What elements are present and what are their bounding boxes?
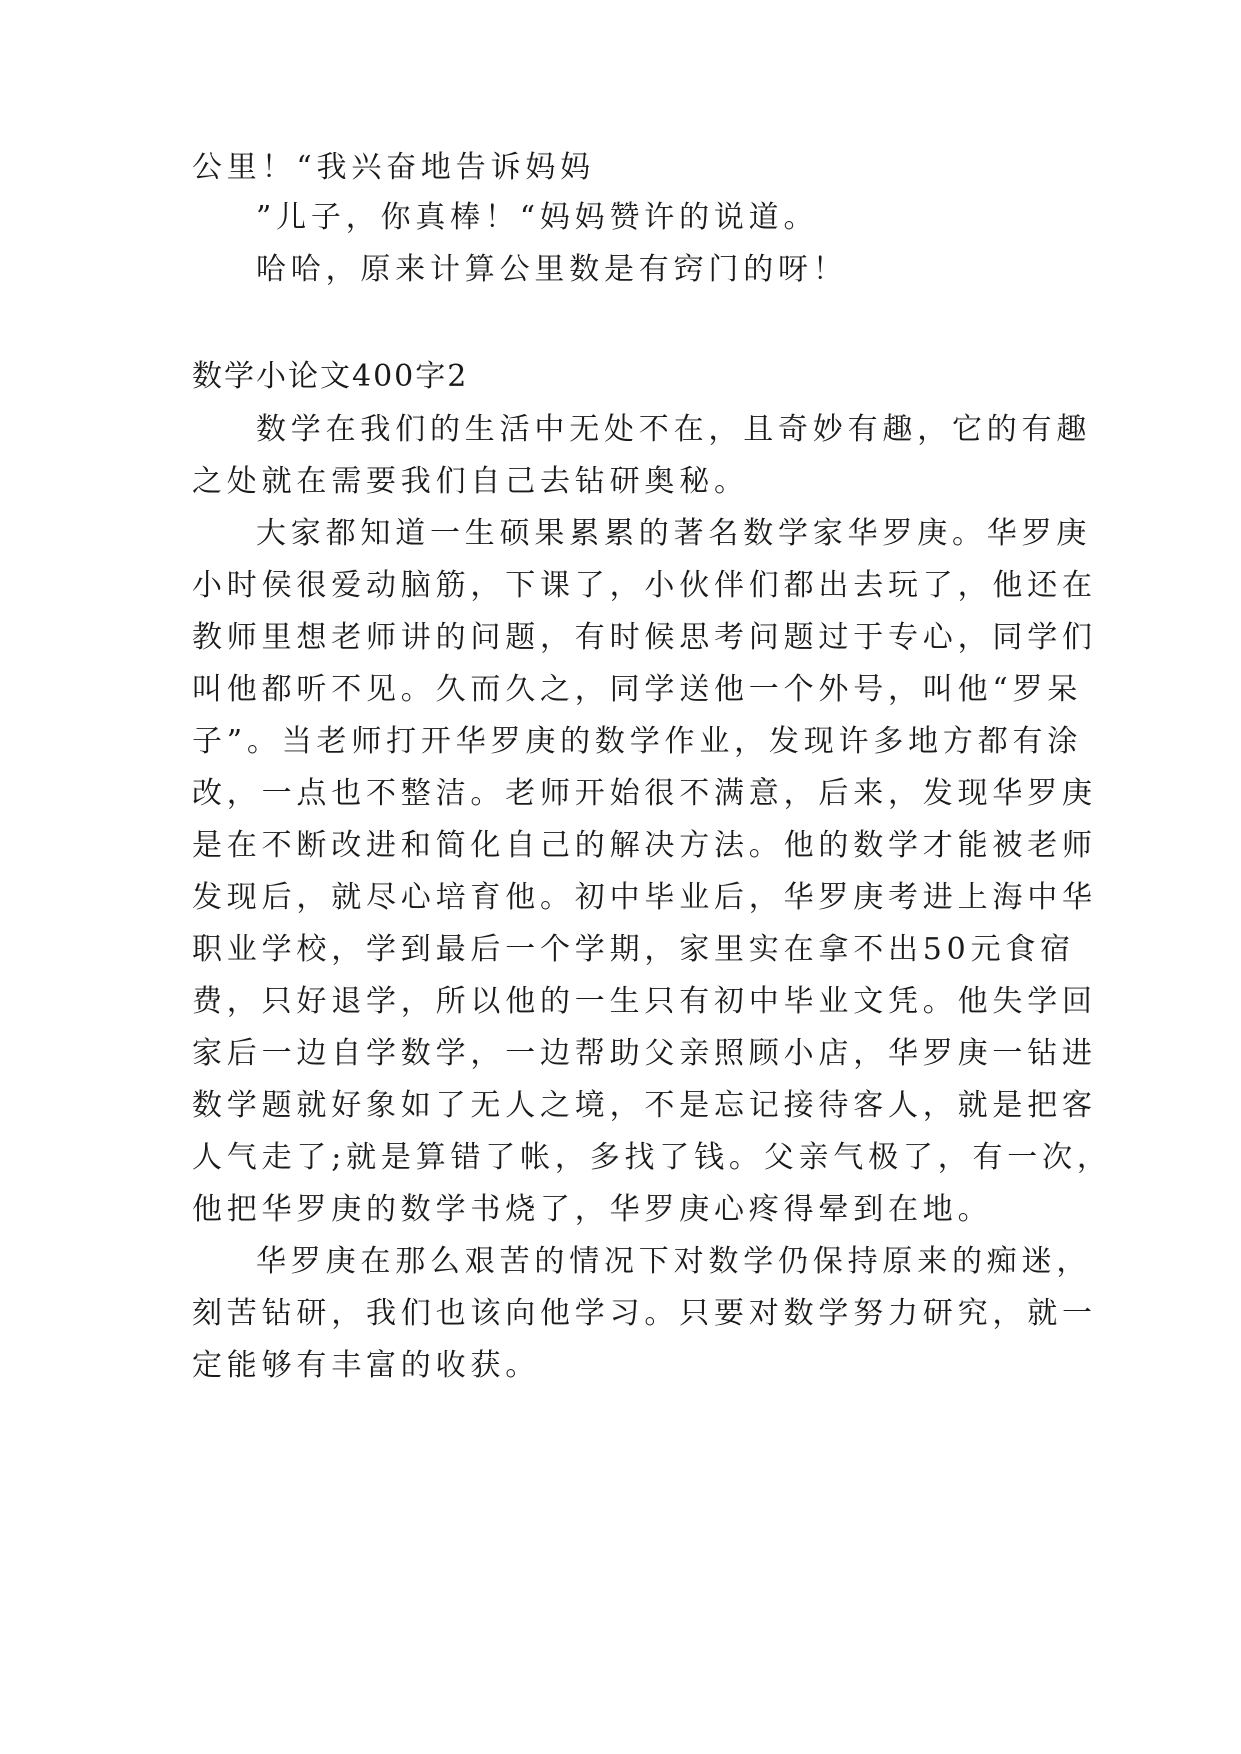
text-line: 公里！“我兴奋地告诉妈妈 <box>192 150 595 185</box>
text-line: 数学在我们的生活中无处不在，且奇妙有趣，它的有趣 <box>256 412 1092 447</box>
text-line: 改，一点也不整洁。老师开始很不满意，后来，发现华罗庚 <box>192 776 1097 811</box>
section-title: 数学小论文400字2 <box>192 359 469 394</box>
text-line: 家后一边自学数学，一边帮助父亲照顾小店，华罗庚一钻进 <box>192 1036 1097 1071</box>
text-line: 发现后，就尽心培育他。初中毕业后，华罗庚考进上海中华 <box>192 880 1097 915</box>
text-line: 华罗庚在那么艰苦的情况下对数学仍保持原来的痴迷， <box>256 1244 1092 1279</box>
text-line: 教师里想老师讲的问题，有时候思考问题过于专心，同学们 <box>192 620 1097 655</box>
text-line: 职业学校，学到最后一个学期，家里实在拿不出50元食宿 <box>192 932 1075 967</box>
text-line: 费，只好退学，所以他的一生只有初中毕业文凭。他失学回 <box>192 984 1097 1019</box>
text-line: 叫他都听不见。久而久之，同学送他一个外号，叫他“罗呆 <box>192 672 1083 707</box>
text-line: 哈哈，原来计算公里数是有窍门的呀！ <box>256 252 848 287</box>
text-line: 他把华罗庚的数学书烧了，华罗庚心疼得晕到在地。 <box>192 1192 993 1227</box>
text-line: 数学题就好象如了无人之境，不是忘记接待客人，就是把客 <box>192 1088 1097 1123</box>
text-line: 之处就在需要我们自己去钻研奥秘。 <box>192 464 749 499</box>
text-line: 人气走了;就是算错了帐，多找了钱。父亲气极了，有一次， <box>192 1140 1112 1175</box>
text-line: 小时侯很爱动脑筋，下课了，小伙伴们都出去玩了，他还在 <box>192 568 1097 603</box>
text-line: 大家都知道一生硕果累累的著名数学家华罗庚。华罗庚 <box>256 516 1092 551</box>
text-line: 定能够有丰富的收获。 <box>192 1348 540 1383</box>
text-line: 子”。当老师打开华罗庚的数学作业，发现许多地方都有涂 <box>192 724 1083 759</box>
text-line: 刻苦钻研，我们也该向他学习。只要对数学努力研究，就一 <box>192 1296 1097 1331</box>
text-line: ”儿子，你真棒！“妈妈赞许的说道。 <box>256 200 819 235</box>
text-line: 是在不断改进和简化自己的解决方法。他的数学才能被老师 <box>192 828 1097 863</box>
